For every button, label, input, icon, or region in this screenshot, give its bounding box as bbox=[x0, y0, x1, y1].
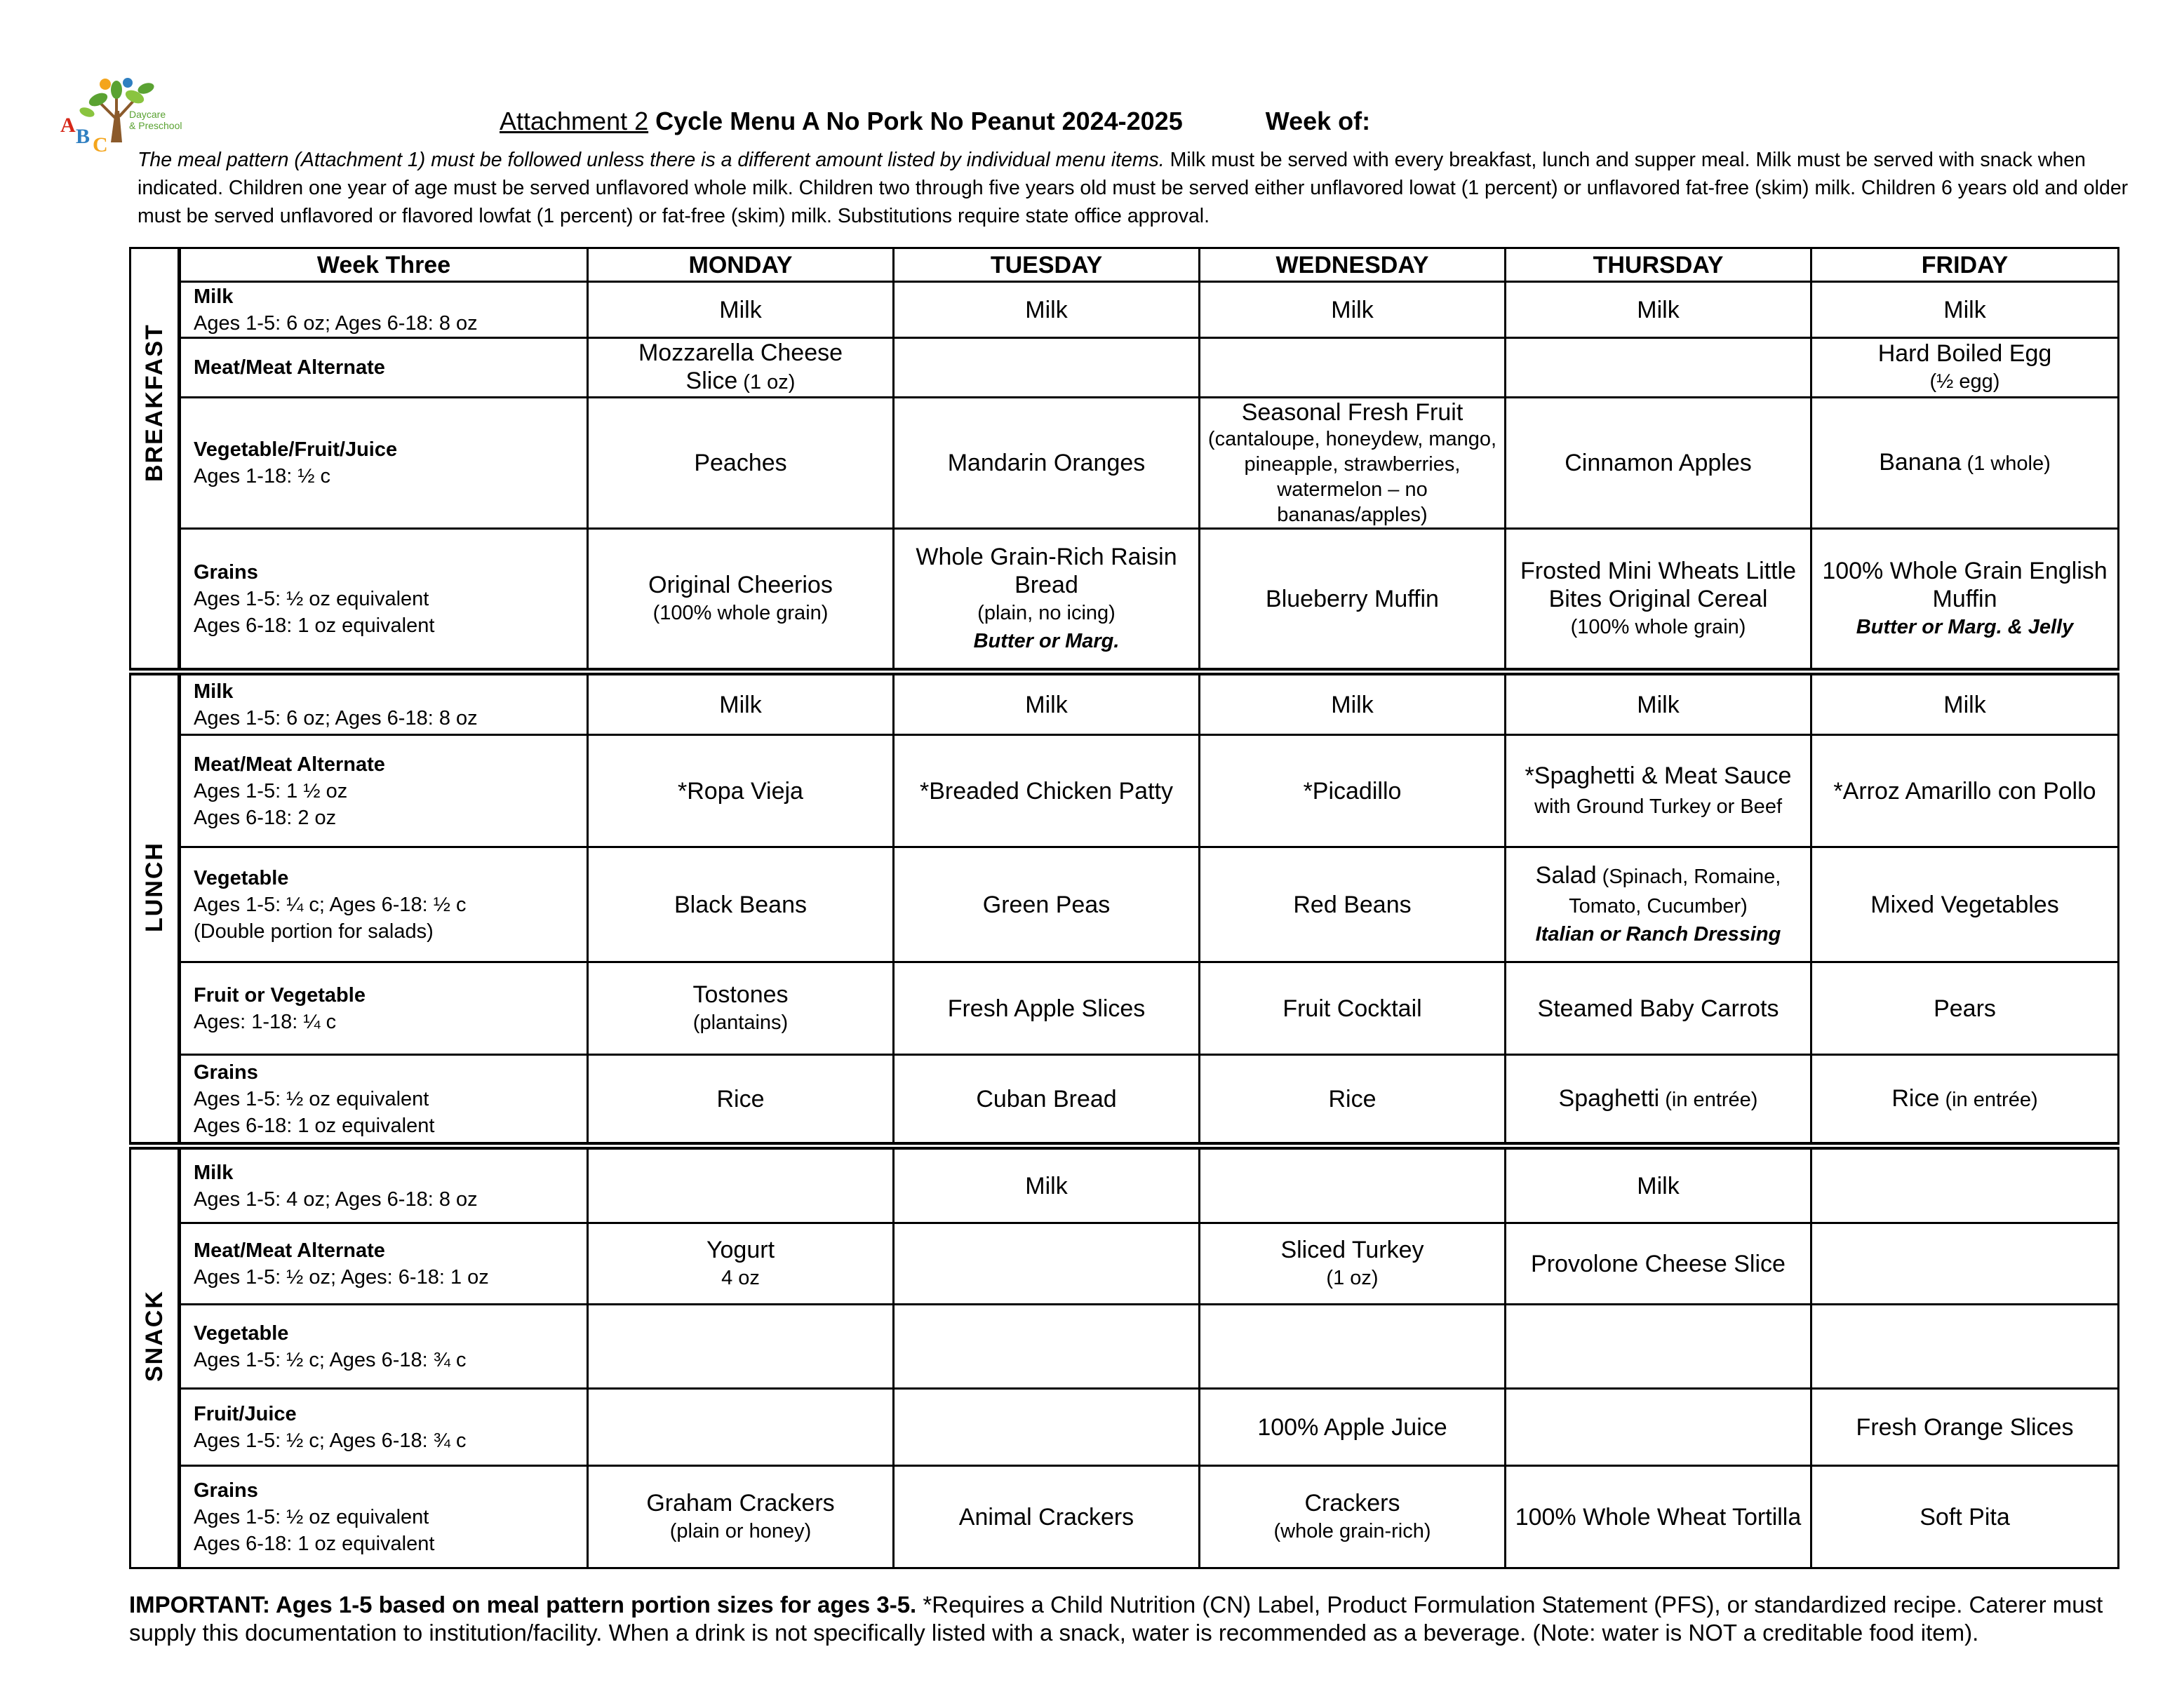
menu-cell: Whole Grain-Rich Raisin Bread (plain, no icing) Butter or Marg. bbox=[894, 529, 1200, 672]
svg-text:Daycare: Daycare bbox=[129, 109, 166, 120]
menu-cell bbox=[1200, 338, 1506, 398]
menu-cell: Frosted Mini Wheats Little Bites Original Cereal (100% whole grain) bbox=[1506, 529, 1811, 672]
menu-cell: Banana (1 whole) bbox=[1811, 398, 2119, 529]
menu-cell bbox=[588, 1146, 894, 1223]
category-cell: Milk Ages 1-5: 6 oz; Ages 6-18: 8 oz bbox=[180, 282, 588, 338]
menu-cell: *Breaded Chicken Patty bbox=[894, 735, 1200, 847]
menu-cell: Milk bbox=[1506, 672, 1811, 735]
menu-cell bbox=[894, 1223, 1200, 1305]
snack-label: SNACK bbox=[130, 1146, 180, 1568]
intro-paragraph bbox=[138, 146, 2151, 230]
week-label: Week Three bbox=[180, 248, 588, 282]
category-cell: Grains Ages 1-5: ½ oz equivalent Ages 6-18: 1 oz equivalent bbox=[180, 529, 588, 672]
svg-text:C: C bbox=[93, 133, 108, 153]
menu-cell: Milk bbox=[1200, 672, 1506, 735]
menu-cell: Graham Crackers (plain or honey) bbox=[588, 1466, 894, 1568]
title-prefix: Attachment 2 bbox=[500, 107, 649, 135]
menu-cell: Cuban Bread bbox=[894, 1055, 1200, 1146]
table-row bbox=[130, 398, 2119, 529]
table-row bbox=[130, 1305, 2119, 1389]
menu-cell: Salad (Spinach, Romaine, Tomato, Cucumber) Italian or Ranch Dressing bbox=[1506, 847, 1811, 962]
svg-text:B: B bbox=[76, 125, 91, 148]
menu-cell bbox=[1200, 1146, 1506, 1223]
menu-cell: Sliced Turkey (1 oz) bbox=[1200, 1223, 1506, 1305]
footer-important: IMPORTANT: Ages 1-5 based on meal pattern portion sizes for ages 3-5. bbox=[129, 1592, 917, 1618]
footer-rest: *Requires a Child Nutrition (CN) Label, Product Formulation Statement (PFS), or standardized recipe. Caterer must supply this documentation to institution/facility. When a drink is not specifically listed with a snack, water is recommended as a beverage. (Note: water is NOT a creditable food item). bbox=[129, 1592, 2103, 1646]
menu-cell: 100% Apple Juice bbox=[1200, 1389, 1506, 1466]
menu-cell: Hard Boiled Egg (½ egg) bbox=[1811, 338, 2119, 398]
category-cell: Vegetable Ages 1-5: ½ c; Ages 6-18: ¾ c bbox=[180, 1305, 588, 1389]
menu-cell: Green Peas bbox=[894, 847, 1200, 962]
menu-cell: 100% Whole Wheat Tortilla bbox=[1506, 1466, 1811, 1568]
menu-cell: Peaches bbox=[588, 398, 894, 529]
category-cell: Milk Ages 1-5: 4 oz; Ages 6-18: 8 oz bbox=[180, 1146, 588, 1223]
table-row bbox=[130, 1389, 2119, 1466]
menu-cell bbox=[588, 1305, 894, 1389]
menu-cell: Rice bbox=[1200, 1055, 1506, 1146]
menu-cell: Mixed Vegetables bbox=[1811, 847, 2119, 962]
category-cell: Vegetable Ages 1-5: ¼ c; Ages 6-18: ½ c (Double portion for salads) bbox=[180, 847, 588, 962]
table-row bbox=[130, 1223, 2119, 1305]
cycle-menu-table bbox=[129, 247, 2119, 1569]
table-row bbox=[130, 338, 2119, 398]
intro-italic: The meal pattern (Attachment 1) must be followed unless there is a different amount listed by individual menu items. bbox=[138, 149, 1165, 171]
menu-cell: Original Cheerios (100% whole grain) bbox=[588, 529, 894, 672]
menu-cell: Mozzarella Cheese Slice (1 oz) bbox=[588, 338, 894, 398]
menu-cell bbox=[1506, 338, 1811, 398]
lunch-label: LUNCH bbox=[130, 672, 180, 1146]
category-cell: Vegetable/Fruit/Juice Ages 1-18: ½ c bbox=[180, 398, 588, 529]
menu-cell: *Arroz Amarillo con Pollo bbox=[1811, 735, 2119, 847]
menu-cell: Crackers (whole grain-rich) bbox=[1200, 1466, 1506, 1568]
menu-cell: Provolone Cheese Slice bbox=[1506, 1223, 1811, 1305]
menu-cell: *Spaghetti & Meat Sauce with Ground Turkey or Beef bbox=[1506, 735, 1811, 847]
menu-cell: Milk bbox=[1200, 282, 1506, 338]
table-row bbox=[130, 1466, 2119, 1568]
menu-cell bbox=[1506, 1305, 1811, 1389]
menu-cell bbox=[588, 1389, 894, 1466]
menu-cell: Milk bbox=[588, 672, 894, 735]
menu-cell: Soft Pita bbox=[1811, 1466, 2119, 1568]
menu-cell: Milk bbox=[1811, 282, 2119, 338]
breakfast-label: BREAKFAST bbox=[130, 248, 180, 672]
menu-cell: Tostones (plantains) bbox=[588, 962, 894, 1055]
category-cell: Meat/Meat Alternate Ages 1-5: ½ oz; Ages: 6-18: 1 oz bbox=[180, 1223, 588, 1305]
intro-rest: Milk must be served with every breakfast, lunch and supper meal. Milk must be served with snack when indicated. Children one year of age must be served unflavored whole milk. Children two through five years old must be served either unflavored lowat (1 percent) or unflavored fat-free (skim) milk. Children 6 years old and older must be served unflavored or flavored lowfat (1 percent) or fat-free (skim) milk. Substitutions require state office approval. bbox=[138, 149, 2129, 227]
week-of-label: Week of: bbox=[1265, 107, 1371, 135]
category-cell: Fruit/Juice Ages 1-5: ½ c; Ages 6-18: ¾ c bbox=[180, 1389, 588, 1466]
menu-cell: Red Beans bbox=[1200, 847, 1506, 962]
document-title bbox=[500, 107, 1370, 136]
menu-cell: Fruit Cocktail bbox=[1200, 962, 1506, 1055]
footer-note bbox=[129, 1591, 2136, 1647]
table-row bbox=[130, 847, 2119, 962]
category-cell: Grains Ages 1-5: ½ oz equivalent Ages 6-18: 1 oz equivalent bbox=[180, 1466, 588, 1568]
table-row bbox=[130, 962, 2119, 1055]
menu-cell bbox=[894, 338, 1200, 398]
menu-cell: Milk bbox=[894, 1146, 1200, 1223]
table-row bbox=[130, 1146, 2119, 1223]
menu-cell: 100% Whole Grain English Muffin Butter or Marg. & Jelly bbox=[1811, 529, 2119, 672]
svg-text:& Preschool: & Preschool bbox=[129, 120, 182, 131]
category-cell: Milk Ages 1-5: 6 oz; Ages 6-18: 8 oz bbox=[180, 672, 588, 735]
menu-cell: Seasonal Fresh Fruit (cantaloupe, honeydew, mango, pineapple, strawberries, watermelon – no bananas/apples) bbox=[1200, 398, 1506, 529]
day-header: WEDNESDAY bbox=[1200, 248, 1506, 282]
menu-cell: Blueberry Muffin bbox=[1200, 529, 1506, 672]
menu-cell bbox=[894, 1389, 1200, 1466]
menu-cell bbox=[1200, 1305, 1506, 1389]
menu-cell: Milk bbox=[894, 282, 1200, 338]
table-row bbox=[130, 282, 2119, 338]
menu-cell bbox=[894, 1305, 1200, 1389]
menu-cell: Milk bbox=[588, 282, 894, 338]
menu-cell: Black Beans bbox=[588, 847, 894, 962]
title-text: Cycle Menu A No Pork No Peanut 2024-2025 bbox=[655, 107, 1183, 135]
menu-cell: Animal Crackers bbox=[894, 1466, 1200, 1568]
category-cell: Meat/Meat Alternate Ages 1-5: 1 ½ oz Ages 6-18: 2 oz bbox=[180, 735, 588, 847]
day-header: TUESDAY bbox=[894, 248, 1200, 282]
menu-cell: Steamed Baby Carrots bbox=[1506, 962, 1811, 1055]
menu-cell: *Ropa Vieja bbox=[588, 735, 894, 847]
menu-cell: Milk bbox=[1506, 1146, 1811, 1223]
menu-cell: *Picadillo bbox=[1200, 735, 1506, 847]
table-row bbox=[130, 1055, 2119, 1146]
menu-cell bbox=[1811, 1223, 2119, 1305]
menu-cell: Rice (in entrée) bbox=[1811, 1055, 2119, 1146]
category-cell: Meat/Meat Alternate bbox=[180, 338, 588, 398]
svg-text:A: A bbox=[60, 114, 76, 137]
menu-cell bbox=[1811, 1305, 2119, 1389]
menu-cell: Fresh Apple Slices bbox=[894, 962, 1200, 1055]
menu-cell: Spaghetti (in entrée) bbox=[1506, 1055, 1811, 1146]
menu-cell: Fresh Orange Slices bbox=[1811, 1389, 2119, 1466]
table-row bbox=[130, 735, 2119, 847]
menu-cell: Milk bbox=[1811, 672, 2119, 735]
menu-cell: Milk bbox=[894, 672, 1200, 735]
day-header: THURSDAY bbox=[1506, 248, 1811, 282]
menu-cell: Yogurt 4 oz bbox=[588, 1223, 894, 1305]
menu-cell: Rice bbox=[588, 1055, 894, 1146]
menu-cell: Milk bbox=[1506, 282, 1811, 338]
day-header: FRIDAY bbox=[1811, 248, 2119, 282]
table-row bbox=[130, 529, 2119, 672]
menu-cell bbox=[1811, 1146, 2119, 1223]
day-header: MONDAY bbox=[588, 248, 894, 282]
category-cell: Grains Ages 1-5: ½ oz equivalent Ages 6-18: 1 oz equivalent bbox=[180, 1055, 588, 1146]
menu-cell bbox=[1506, 1389, 1811, 1466]
table-row bbox=[130, 672, 2119, 735]
menu-cell: Pears bbox=[1811, 962, 2119, 1055]
menu-cell: Cinnamon Apples bbox=[1506, 398, 1811, 529]
menu-cell: Mandarin Oranges bbox=[894, 398, 1200, 529]
category-cell: Fruit or Vegetable Ages: 1-18: ¼ c bbox=[180, 962, 588, 1055]
abc-daycare-logo bbox=[56, 76, 182, 153]
table-header-row bbox=[130, 248, 2119, 282]
